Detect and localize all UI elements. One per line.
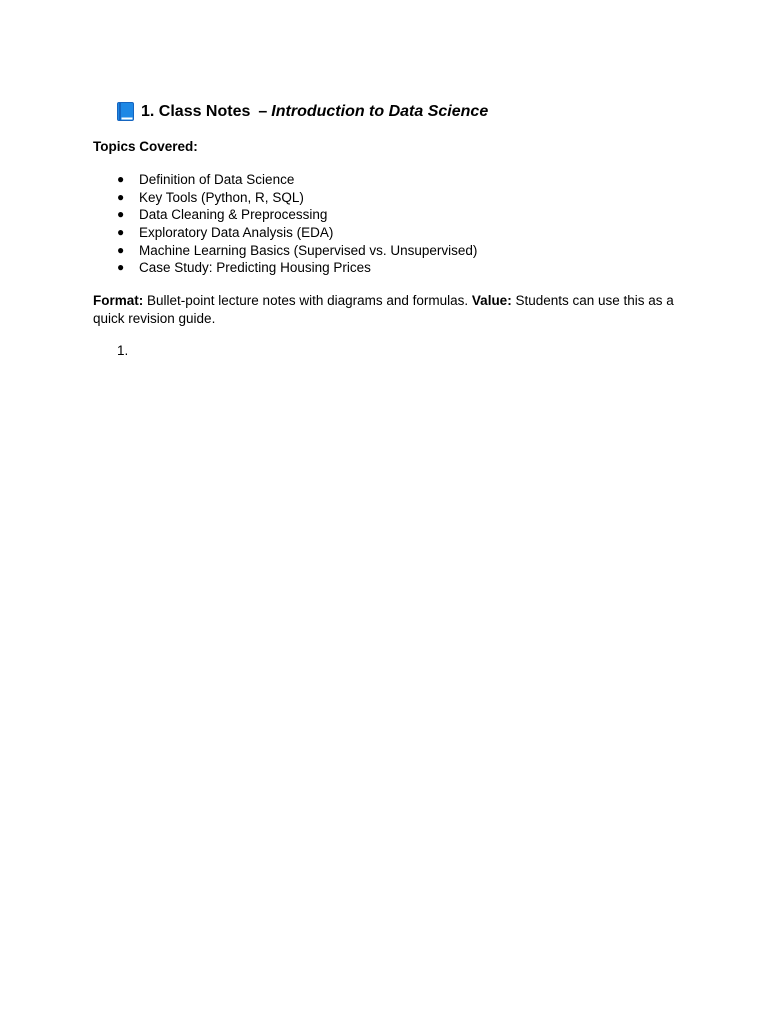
- list-item-text: Case Study: Predicting Housing Prices: [139, 260, 371, 276]
- bullet-dot: ●: [117, 242, 125, 257]
- list-item: [117, 189, 477, 207]
- list-item-text: Exploratory Data Analysis (EDA): [139, 225, 334, 241]
- list-item: [117, 242, 477, 260]
- blue-book-icon: [117, 102, 134, 121]
- topics-label: Topics Covered:: [93, 139, 198, 154]
- list-item-text: Data Cleaning & Preprocessing: [139, 207, 328, 223]
- heading-dash: –: [258, 102, 268, 120]
- list-item: [117, 259, 477, 277]
- section-heading: [117, 102, 488, 121]
- bullet-dot: ●: [117, 172, 125, 186]
- value-label: Value:: [471, 293, 512, 308]
- list-item-text: Machine Learning Basics (Supervised vs. Unsupervised): [139, 242, 478, 258]
- format-label: Format:: [93, 293, 144, 308]
- heading-number: 1. Class Notes: [141, 102, 251, 120]
- format-text: Bullet-point lecture notes with diagrams and formulas.: [143, 293, 472, 308]
- numbered-list-item: 1.: [117, 343, 129, 358]
- format-paragraph: [93, 292, 693, 327]
- list-item: [117, 171, 477, 189]
- bullet-dot: ●: [117, 207, 125, 222]
- bullet-dot: ●: [117, 260, 125, 275]
- heading-title-italic: Introduction to Data Science: [271, 102, 489, 120]
- bullet-dot: ●: [117, 189, 125, 204]
- bullet-dot: ●: [117, 225, 125, 240]
- list-item: [117, 224, 477, 242]
- value-text: Students can use this as a quick revision guide.: [93, 293, 674, 326]
- list-item-text: Definition of Data Science: [139, 172, 295, 187]
- list-item-text: Key Tools (Python, R, SQL): [139, 189, 304, 205]
- list-item: [117, 206, 477, 224]
- topics-list: [117, 171, 477, 277]
